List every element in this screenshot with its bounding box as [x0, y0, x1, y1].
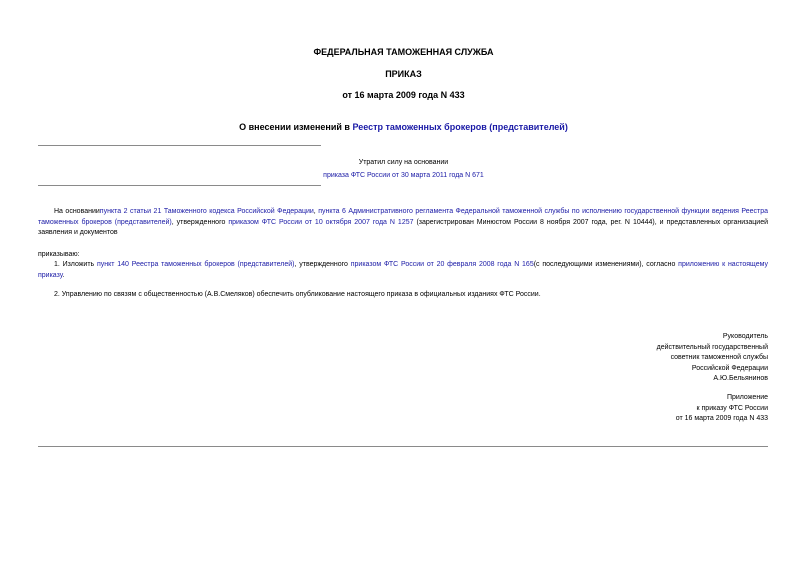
signature-line: Руководитель — [722, 333, 768, 340]
basis-text-3: , утвержденного — [171, 218, 229, 226]
signature-block — [528, 332, 768, 385]
repeal-order-link[interactable]: приказа ФТС России от 30 марта 2011 года N 671 — [323, 172, 484, 179]
agency-name: ФЕДЕРАЛЬНАЯ ТАМОЖЕННАЯ СЛУЖБА — [313, 47, 494, 57]
signature-line: А.Ю.Бельянинов — [713, 375, 768, 383]
order-165-link[interactable]: приказом ФТС России от 20 февраля 2008 года N 165 — [350, 261, 534, 268]
item1-text-3: (с последующими изменениями), согласно — [533, 261, 679, 268]
appendix-line: Приложение — [726, 394, 768, 401]
order-1257-link[interactable]: приказом ФТС России от 10 октября 2007 года N 1257 — [228, 218, 414, 226]
footer-rule — [38, 446, 768, 447]
document-title — [0, 121, 807, 133]
appendix-block — [528, 393, 768, 425]
appendix-link[interactable]: приложению к настоящему приказу — [38, 261, 768, 279]
item1-text-4: . — [62, 271, 65, 279]
signature-line: советник таможенной службы — [670, 354, 768, 362]
appendix-line: к приказу ФТС России — [696, 404, 768, 412]
basis-text-4: (зарегистрирован Минюстом России 8 ноября 2007 года, рег. N 10444), и представленных организацией заявления и документов — [38, 218, 768, 236]
signature-line: действительный государственный — [656, 343, 768, 351]
repeal-line: Утратил силу на основании — [358, 159, 449, 166]
item-2-paragraph: 2. Управлению по связям с общественностью (А.В.Смеляков) обеспечить опубликование настоящего приказа в официальных изданиях ФТС России. — [54, 291, 541, 298]
repeal-top-rule — [38, 145, 321, 146]
item1-text-1: 1. Изложить — [54, 261, 97, 268]
item1-text-2: , утвержденного — [294, 261, 351, 268]
signature-line: Российской Федерации — [691, 364, 768, 372]
order-word: приказываю: — [38, 251, 80, 258]
basis-paragraph — [38, 207, 768, 239]
admin-regulation-link[interactable]: пункта 6 Административного регламента Федеральной таможенной службы по исполнению государственной функции ведения Реестра таможенных брокеров (представителей) — [38, 208, 769, 226]
title-prefix: О внесении изменений в — [239, 122, 353, 132]
item-1-paragraph — [38, 260, 768, 281]
appendix-line: от 16 марта 2009 года N 433 — [675, 415, 768, 423]
repeal-bottom-rule — [38, 185, 321, 186]
title-link-broker-registry[interactable]: Реестр таможенных брокеров (представителей) — [352, 122, 568, 132]
item-140-link[interactable]: пункт 140 Реестра таможенных брокеров (представителей) — [96, 261, 295, 268]
document-type: ПРИКАЗ — [385, 69, 422, 79]
document-date-number: от 16 марта 2009 года N 433 — [342, 90, 465, 100]
basis-text-1: На основании — [54, 208, 100, 215]
basis-text-2: , — [313, 208, 319, 215]
customs-code-link[interactable]: пункта 2 статьи 21 Таможенного кодекса Российской Федерации — [99, 208, 314, 215]
repeal-note — [290, 156, 517, 182]
